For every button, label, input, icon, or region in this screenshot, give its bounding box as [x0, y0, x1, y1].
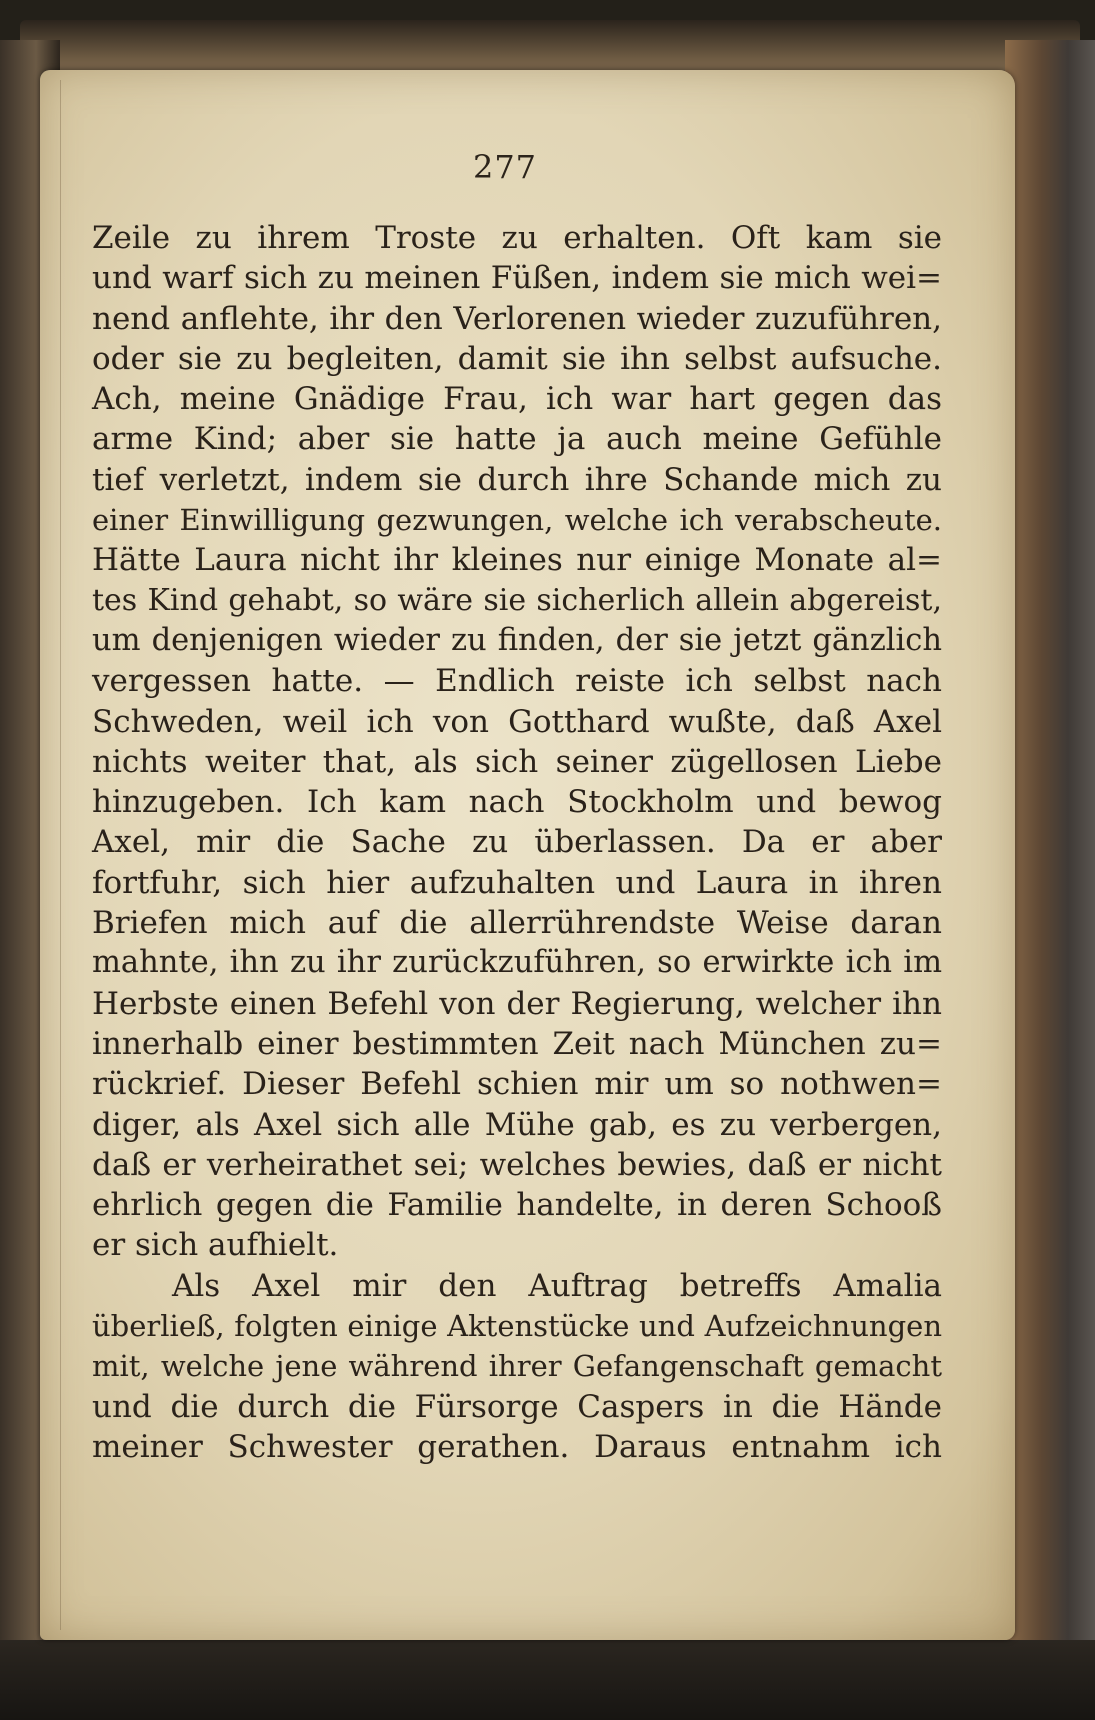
text-line: Als Axel mir den Auftrag betreffs Amalia: [172, 1267, 942, 1304]
text-line: mahnte, ihn zu ihr zurückzuführen, so erwirkte ich im: [92, 945, 942, 981]
book-cover-right: [1005, 40, 1095, 1680]
text-line: um denjenigen wieder zu finden, der sie jetzt gänzlich: [92, 622, 942, 658]
text-line: Zeile zu ihrem Troste zu erhalten. Oft kam sie: [92, 220, 942, 256]
text-line: vergessen hatte. — Endlich reiste ich selbst nach: [92, 663, 942, 700]
text-line: diger, als Axel sich alle Mühe gab, es zu verbergen,: [92, 1106, 942, 1143]
text-line: einer Einwilligung gezwungen, welche ich verabscheute.: [92, 503, 942, 538]
page-gutter: [50, 80, 61, 1630]
text-line: und warf sich zu meinen Füßen, indem sie mich wei=: [92, 260, 942, 297]
text-line: Axel, mir die Sache zu überlassen. Da er aber: [92, 824, 942, 861]
text-line: Hätte Laura nicht ihr kleines nur einige Monate al=: [92, 542, 942, 579]
text-line: hinzugeben. Ich kam nach Stockholm und bewog: [92, 784, 942, 821]
text-line: arme Kind; aber sie hatte ja auch meine Gefühle: [92, 421, 942, 458]
text-line: nend anflehte, ihr den Verlorenen wieder zuzuführen,: [92, 300, 942, 337]
text-line: Schweden, weil ich von Gotthard wußte, daß Axel: [92, 703, 942, 740]
text-line: meiner Schwester gerathen. Daraus entnahm ich: [92, 1428, 942, 1465]
text-line: Ach, meine Gnädige Frau, ich war hart gegen das: [92, 381, 942, 418]
text-line: Briefen mich auf die allerrührendste Weise daran: [92, 905, 942, 942]
text-line: überließ, folgten einige Aktenstücke und Aufzeichnungen: [92, 1309, 942, 1344]
text-line: innerhalb einer bestimmten Zeit nach München zu=: [92, 1025, 942, 1062]
text-line: tief verletzt, indem sie durch ihre Schande mich zu: [92, 461, 942, 498]
text-line: ehrlich gegen die Familie handelte, in deren Schooß: [92, 1187, 942, 1224]
page-text: [92, 218, 942, 1467]
text-line: daß er verheirathet sei; welches bewies, daß er nicht: [92, 1146, 942, 1183]
text-line: Herbste einen Befehl von der Regierung, welcher ihn: [92, 985, 942, 1022]
text-line: er sich aufhielt.: [92, 1227, 339, 1264]
text-line: tes Kind gehabt, so wäre sie sicherlich allein abgereist,: [92, 582, 942, 618]
text-line: rückrief. Dieser Befehl schien mir um so nothwen=: [92, 1066, 942, 1103]
book-page: [40, 70, 1015, 1640]
book-cover-bottom: [0, 1640, 1095, 1720]
text-line: oder sie zu begleiten, damit sie ihn selbst aufsuche.: [92, 340, 942, 377]
text-line: mit, welche jene während ihrer Gefangenschaft gemacht: [92, 1349, 942, 1384]
text-line: und die durch die Fürsorge Caspers in die Hände: [92, 1388, 942, 1425]
text-line: fortfuhr, sich hier aufzuhalten und Laura in ihren: [92, 864, 942, 901]
page-number: 277: [472, 148, 538, 186]
text-line: nichts weiter that, als sich seiner zügellosen Liebe: [92, 743, 942, 780]
